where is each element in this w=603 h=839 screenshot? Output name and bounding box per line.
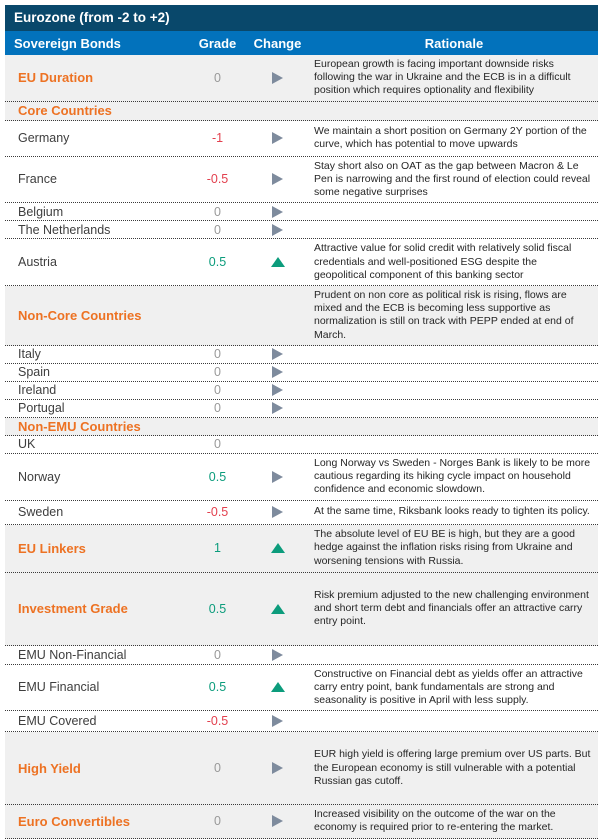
right-arrow-icon (272, 715, 283, 727)
change-cell (245, 402, 310, 414)
rationale-text (310, 227, 598, 233)
rationale-text: We maintain a short position on Germany 2Y portion of the curve, which has potential to move upwards (314, 124, 587, 151)
table-row (5, 732, 598, 805)
row-label: Italy (18, 347, 41, 362)
right-arrow-icon (272, 72, 283, 84)
rationale-text (310, 351, 598, 357)
grade-value: 0 (214, 647, 221, 662)
row-label: Austria (18, 255, 57, 270)
change-cell (245, 762, 310, 774)
table-row (5, 665, 598, 712)
rationale-text (310, 387, 598, 393)
right-arrow-icon (272, 224, 283, 236)
row-label: Germany (18, 131, 70, 146)
row-label: Non-Core Countries (18, 307, 142, 323)
table-row (5, 364, 598, 382)
grade-value: 0.5 (208, 469, 227, 484)
table-row (5, 382, 598, 400)
table-row (5, 805, 598, 838)
column-header-change: Change (253, 35, 302, 51)
rationale-text (310, 108, 598, 114)
change-cell (245, 206, 310, 218)
right-arrow-icon (272, 366, 283, 378)
table-row (5, 221, 598, 239)
row-label: Sweden (18, 505, 64, 519)
change-cell (245, 649, 310, 661)
right-arrow-icon (272, 348, 283, 360)
rationale-text (310, 718, 598, 724)
grade-value: 0 (214, 70, 221, 85)
grade-value: 0.5 (208, 680, 227, 695)
change-cell (245, 384, 310, 396)
row-label: EMU Financial (18, 680, 100, 695)
right-arrow-icon (272, 471, 283, 483)
row-label: EU Linkers (18, 540, 86, 556)
change-cell (245, 366, 310, 378)
row-label: Belgium (18, 204, 64, 219)
up-arrow-icon (271, 682, 285, 692)
table-row (5, 55, 598, 102)
right-arrow-icon (272, 649, 283, 661)
rationale-text: Attractive value for solid credit with relatively solid fiscal credentials and well-positioned ESG despite the geopolitical component of this banking sector (314, 242, 572, 281)
grade-value: 1 (214, 541, 221, 555)
row-label: Investment Grade (18, 601, 128, 616)
row-label: Core Countries (18, 103, 112, 119)
table-row (5, 157, 598, 204)
change-cell (245, 173, 310, 185)
sovereign-bonds-rating-table (5, 5, 598, 839)
row-label: The Netherlands (18, 222, 111, 237)
table-row (5, 400, 598, 418)
column-header-rationale: Rationale (424, 35, 484, 51)
row-label: Norway (18, 469, 61, 484)
table-body (5, 55, 598, 839)
grade-value: 0 (214, 204, 221, 219)
change-cell (245, 543, 310, 553)
grade-value: 0.5 (208, 255, 227, 270)
change-cell (245, 506, 310, 518)
table-row (5, 454, 598, 501)
rationale-text: Stay short also on OAT as the gap between Macron & Le Pen is narrowing and the first round of election could reveal some negative surprises (314, 159, 591, 199)
table-row (5, 573, 598, 646)
table-row (5, 646, 598, 665)
change-cell (245, 132, 310, 144)
rationale-text: The absolute level of EU BE is high, but they are a good hedge against the inflation risks rising from Ukraine and worsening tensions with Russia. (314, 528, 575, 567)
table-row (5, 121, 598, 157)
up-arrow-icon (271, 257, 285, 267)
table-row (5, 525, 598, 573)
column-header-grade: Grade (198, 35, 237, 51)
right-arrow-icon (272, 762, 283, 774)
grade-value: 0 (214, 347, 221, 362)
right-arrow-icon (272, 132, 283, 144)
rationale-text: European growth is facing important downside risks following the war in Ukraine and the ECB is in a difficult position which requires optionality and flexibility (314, 58, 571, 97)
row-label: EMU Covered (18, 714, 97, 729)
grade-value: 0 (214, 365, 221, 380)
row-label: High Yield (18, 760, 81, 776)
grade-value: -1 (211, 131, 224, 146)
grade-value: -0.5 (206, 505, 229, 519)
right-arrow-icon (272, 206, 283, 218)
right-arrow-icon (272, 384, 283, 396)
table-row (5, 501, 598, 525)
rationale-text: Risk premium adjusted to the new challenging environment and short term debt and financials offer an attractive carry entry point. (314, 588, 589, 628)
grade-value: 0 (214, 222, 221, 237)
table-row (5, 239, 598, 286)
change-cell (245, 224, 310, 236)
up-arrow-icon (271, 543, 285, 553)
up-arrow-icon (271, 604, 285, 614)
row-label: Spain (18, 365, 50, 380)
table-title (5, 5, 598, 31)
rationale-text: At the same time, Riksbank looks ready to tighten its policy. (314, 505, 590, 518)
rationale-text: Long Norway vs Sweden - Norges Bank is likely to be more cautious regarding its hiking cycle impact on household confidence and economic slowdown. (314, 456, 591, 496)
rationale-text (310, 441, 598, 447)
rationale-text: Constructive on Financial debt as yields offer an attractive carry entry point, bank fundamentals are strong and seasonality is positive in April with less supply. (314, 667, 583, 706)
rationale-text: Prudent on non core as political risk is rising, flows are mixed and the ECB is becoming less supportive as normalization is still on track with PEPP ended at end of March. (314, 288, 574, 341)
rationale-text (310, 405, 598, 411)
section-row (5, 418, 598, 436)
rationale-text (310, 423, 598, 429)
change-cell (245, 604, 310, 614)
grade-value: 0 (214, 761, 221, 776)
change-cell (245, 715, 310, 727)
rationale-text: EUR high yield is offering large premium over US parts. But the European economy is still vulnerable with a potential Russian gas cutoff. (314, 748, 591, 787)
table-row (5, 436, 598, 454)
row-label: Euro Convertibles (18, 813, 130, 829)
grade-value: 0 (214, 401, 221, 416)
change-cell (245, 257, 310, 267)
right-arrow-icon (272, 173, 283, 185)
grade-value: 0 (214, 383, 221, 398)
row-label: France (18, 172, 57, 187)
change-cell (245, 682, 310, 692)
change-cell (245, 815, 310, 827)
section-row (5, 286, 598, 346)
grade-value: 0 (214, 814, 221, 829)
grade-value: 0 (214, 437, 221, 452)
table-title-text: Eurozone (from -2 to +2) (14, 10, 170, 25)
grade-value: -0.5 (206, 714, 229, 729)
row-label: Non-EMU Countries (18, 418, 141, 434)
right-arrow-icon (272, 402, 283, 414)
column-header-sovereign-bonds: Sovereign Bonds (14, 35, 121, 51)
row-label: EMU Non-Financial (18, 647, 127, 662)
table-row (5, 711, 598, 732)
right-arrow-icon (272, 506, 283, 518)
rationale-text: Increased visibility on the outcome of the war on the economy is required prior to re-entering the market. (314, 808, 556, 834)
row-label: Portugal (18, 401, 65, 416)
change-cell (245, 72, 310, 84)
row-label: UK (18, 437, 36, 452)
row-label: Ireland (18, 383, 57, 398)
rationale-text (310, 652, 598, 658)
change-cell (245, 471, 310, 483)
table-row (5, 203, 598, 221)
rationale-text (310, 209, 598, 215)
grade-value: -0.5 (206, 172, 229, 187)
change-cell (245, 348, 310, 360)
row-label: EU Duration (18, 70, 94, 86)
table-header (5, 31, 598, 55)
rationale-text (310, 369, 598, 375)
right-arrow-icon (272, 815, 283, 827)
grade-value: 0.5 (208, 601, 227, 616)
table-row (5, 346, 598, 364)
section-row (5, 102, 598, 121)
